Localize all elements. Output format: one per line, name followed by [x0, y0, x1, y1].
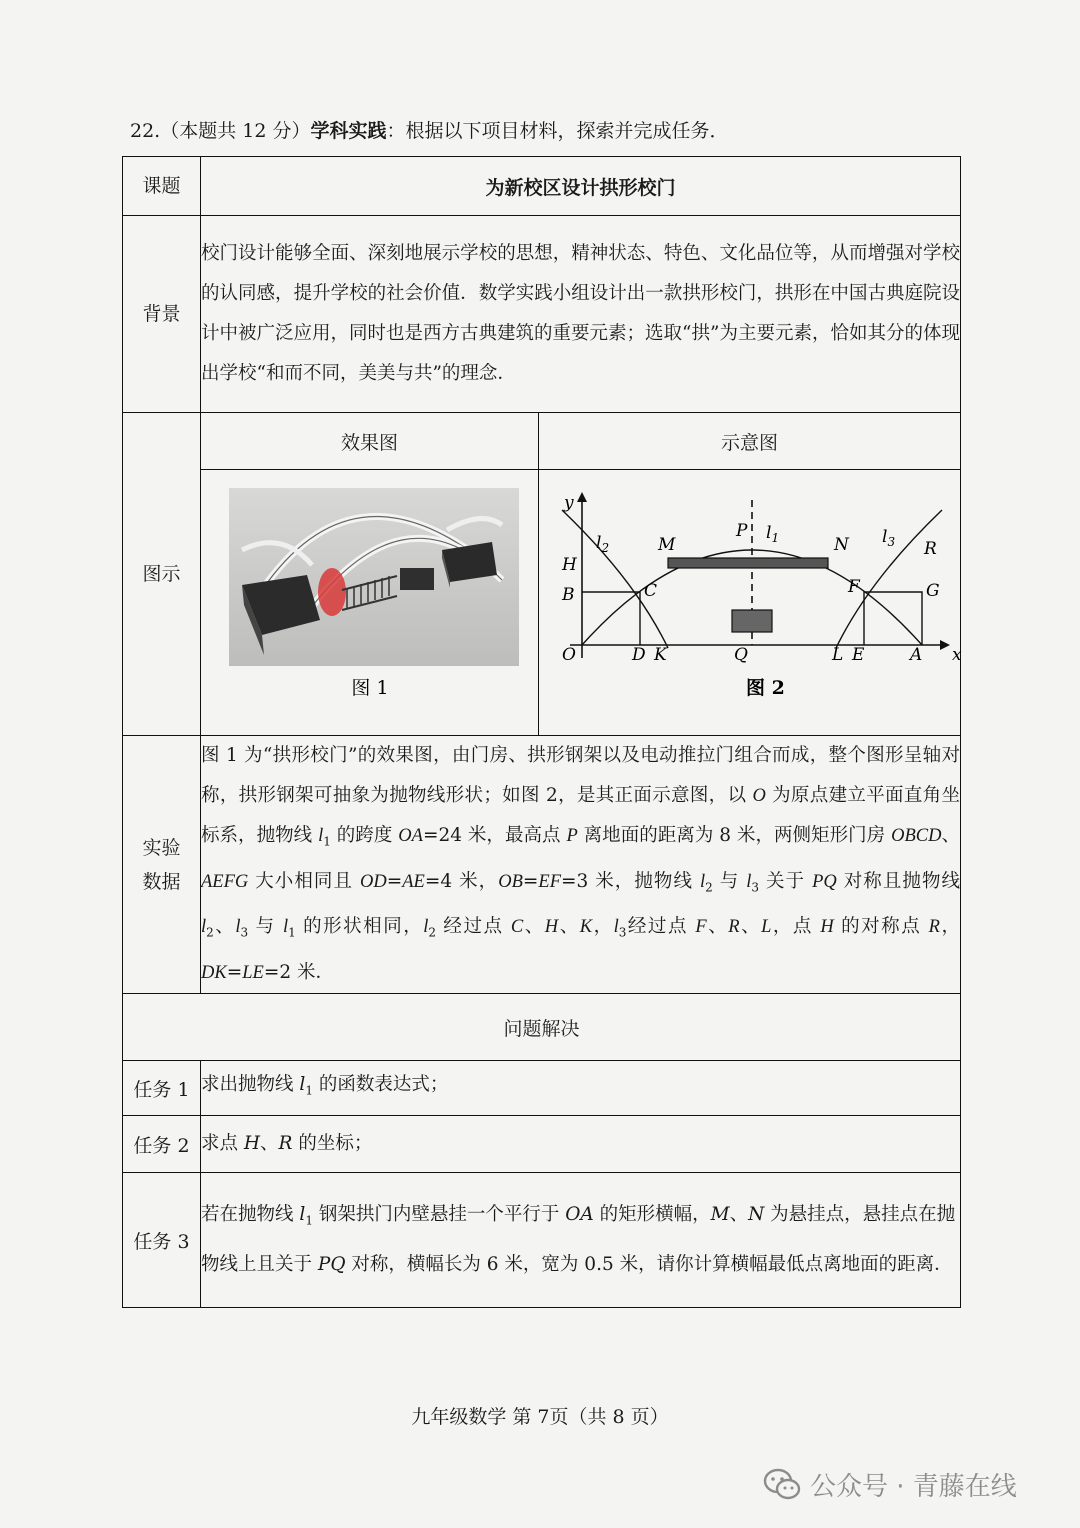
diagram-header: 示意图 — [539, 413, 961, 470]
x-axis-arrow — [940, 640, 950, 650]
text-run: P — [566, 826, 578, 846]
text-run: 为悬挂点，悬挂点在抛物线上且关于 — [201, 1204, 956, 1275]
text-run: 离地面的距离为 8 米，两侧矩形门房 — [577, 825, 892, 846]
label-c: C — [643, 581, 657, 601]
background-label: 背景 — [123, 216, 201, 413]
label-k: K — [653, 645, 667, 665]
text-run: 、 — [706, 916, 729, 938]
label-e: E — [851, 645, 864, 665]
text-run: l — [423, 917, 429, 938]
label-q: Q — [733, 645, 748, 665]
text-run: l — [282, 917, 289, 938]
text-run: 的矩形横幅， — [593, 1204, 711, 1226]
text-run: 的坐标； — [292, 1133, 373, 1155]
task-1-label: 任务 1 — [123, 1061, 201, 1116]
label-y: y — [563, 493, 574, 513]
gate-box — [732, 610, 772, 632]
text-run: l — [318, 826, 324, 846]
text-run: 、 — [941, 825, 960, 846]
text-run: C — [510, 917, 524, 938]
text-run: 图 1 为“拱形校门”的效果图，由门房、拱形钢架以及电动推拉门组合而成，整个图形呈轴对称，拱形钢架可抽象为抛物线形状；如图 2，是其正面示意图，以 — [201, 745, 961, 806]
question-subject: 学科实践 — [310, 120, 387, 142]
text-run: 2 — [705, 880, 713, 895]
watermark-text: 公众号 · 青藤在线 — [810, 1471, 1017, 1502]
task-2-text — [201, 1116, 961, 1173]
label-l: L — [831, 645, 843, 665]
text-run: DK — [201, 963, 227, 984]
text-run: = — [386, 870, 403, 892]
text-run: OA — [565, 1204, 594, 1226]
banner — [668, 558, 828, 568]
text-run: PQ — [812, 871, 837, 892]
data-label-line-1: 实验 — [142, 836, 181, 859]
question-score: （本题共 12 分） — [160, 120, 311, 142]
text-run: 1 — [323, 834, 331, 849]
text-run: 大小相同且 — [248, 870, 360, 892]
label-n: N — [833, 535, 849, 555]
text-run: 、 — [739, 916, 762, 938]
text-run: 与 — [712, 870, 747, 892]
label-p: P — [735, 521, 747, 541]
text-run: ，点 — [771, 916, 821, 938]
text-run: l — [299, 1074, 306, 1096]
text-run: OA — [398, 826, 423, 846]
text-run: 的函数表达式； — [312, 1074, 449, 1096]
gatehouse-aefg — [864, 592, 922, 645]
project-table — [122, 156, 961, 1308]
text-run: 求出抛物线 — [201, 1074, 300, 1096]
solve-header: 问题解决 — [123, 994, 961, 1061]
label-f: F — [847, 577, 860, 597]
figure-label: 图示 — [123, 413, 201, 736]
text-run: l — [700, 871, 706, 892]
text-run: l — [613, 917, 619, 938]
text-run: 3 — [618, 926, 627, 941]
arch-gate-photo — [202, 470, 538, 730]
text-run: LE — [242, 963, 264, 984]
text-run: 的形状相同， — [295, 916, 424, 938]
text-run: EF — [538, 871, 562, 892]
task-3-text — [201, 1173, 961, 1308]
task-1-text — [201, 1061, 961, 1116]
watermark — [762, 1462, 1017, 1506]
data-label — [123, 736, 201, 994]
question-number: 22. — [130, 120, 161, 142]
text-run: H — [243, 1133, 261, 1155]
text-run: l — [746, 871, 752, 892]
question-intro: ：根据以下项目材料，探索并完成任务． — [386, 120, 729, 142]
text-run: 经过点 — [626, 916, 696, 938]
text-run: 2 — [206, 926, 214, 941]
figure-1-caption: 图 1 — [350, 677, 389, 699]
text-run: OB — [498, 871, 523, 892]
label-r: R — [923, 539, 937, 559]
text-run: = — [522, 870, 539, 892]
text-run: OBCD — [891, 826, 942, 846]
text-run: 3 — [240, 926, 249, 941]
label-l3: $l_3$ — [881, 527, 895, 549]
text-run: M — [710, 1204, 730, 1226]
text-run: 为原点建立平面直角坐标系，抛物线 — [201, 785, 961, 846]
y-axis-arrow — [577, 492, 587, 502]
text-run: R — [728, 917, 740, 938]
text-run: =24 米，最高点 — [422, 825, 567, 846]
text-run: 的跨度 — [330, 825, 399, 846]
text-run: K — [579, 917, 593, 938]
background-text: 校门设计能够全面、深刻地展示学校的思想，精神状态、特色、文化品位等，从而增强对学校的认同感，提升学校的社会价值．数学实践小组设计出一款拱形校门，拱形在中国古典庭院设计中被广泛应用，同时也是西方古典建筑的重要元素；选取“拱”为主要元素，恰如其分的体现出学校“和而不同，美美与共”的理念． — [201, 216, 961, 413]
text-run: 若在抛物线 — [201, 1204, 300, 1226]
gatehouse-obcd — [582, 592, 640, 645]
effect-header: 效果图 — [201, 413, 539, 470]
text-run: 关于 — [759, 870, 813, 892]
text-run: 1 — [288, 926, 296, 941]
text-run: = — [226, 962, 243, 984]
text-run: H — [820, 917, 834, 938]
text-run: 、 — [558, 916, 580, 938]
text-run: 1 — [305, 1213, 313, 1228]
text-run: 1 — [305, 1083, 313, 1098]
text-run: OD — [360, 871, 387, 892]
text-run: N — [748, 1204, 765, 1226]
label-b: B — [561, 585, 574, 605]
text-run: =4 米， — [424, 870, 499, 892]
text-run: 、 — [260, 1133, 279, 1155]
text-run: 钢架拱门内壁悬挂一个平行于 — [312, 1204, 566, 1226]
task-3-label: 任务 3 — [123, 1173, 201, 1308]
text-run: l — [299, 1204, 306, 1226]
text-run: H — [544, 917, 559, 938]
figure-1-cell — [201, 470, 539, 736]
label-l1: $l_1$ — [765, 523, 779, 545]
text-run: =3 米，抛物线 — [561, 870, 701, 892]
label-a: A — [909, 645, 922, 665]
figure-2-caption: 图 2 — [745, 677, 785, 699]
experiment-data-text — [201, 736, 961, 994]
wechat-icon — [762, 1464, 802, 1504]
text-run: 求点 — [201, 1133, 244, 1155]
figure-2-cell — [539, 470, 961, 736]
text-run: =2 米． — [263, 962, 334, 984]
task-2-label: 任务 2 — [123, 1116, 201, 1173]
label-l2: $l_2$ — [595, 533, 609, 555]
text-run: 对称且抛物线 — [836, 870, 961, 892]
label-d: D — [631, 645, 646, 665]
label-x: x — [951, 645, 962, 665]
text-run: R — [278, 1133, 293, 1155]
text-run: 、 — [213, 916, 236, 938]
data-label-line-2: 数据 — [142, 870, 181, 893]
text-run: 经过点 — [436, 916, 511, 938]
parabola-diagram — [540, 470, 960, 730]
text-run: 与 — [248, 916, 283, 938]
label-h: H — [561, 555, 577, 575]
text-run: AEFG — [201, 871, 249, 892]
label-o: O — [561, 645, 576, 665]
text-run: PQ — [317, 1253, 346, 1275]
text-run: 的对称点 — [833, 916, 929, 938]
text-run: 、 — [729, 1204, 749, 1226]
label-g: G — [925, 581, 940, 601]
text-run: O — [752, 786, 766, 806]
text-run: 2 — [428, 926, 437, 941]
topic-title: 为新校区设计拱形校门 — [201, 157, 961, 216]
parabola-l2 — [562, 510, 668, 648]
text-run: l — [201, 917, 207, 938]
text-run: F — [695, 917, 707, 938]
question-header — [130, 116, 970, 146]
topic-label: 课题 — [123, 157, 201, 216]
text-run: l — [235, 917, 241, 938]
text-run: R — [928, 917, 940, 938]
text-run: 3 — [751, 880, 760, 895]
text-run: ， — [939, 916, 960, 938]
text-run: 对称，横幅长为 6 米，宽为 0.5 米，请你计算横幅最低点离地面的距离． — [345, 1253, 953, 1275]
text-run: L — [761, 917, 772, 938]
label-m: M — [657, 535, 675, 555]
text-run: AE — [402, 871, 425, 892]
text-run: ， — [592, 916, 614, 938]
text-run: 、 — [523, 916, 545, 938]
page-footer: 九年级数学 第 7页（共 8 页） — [411, 1406, 669, 1428]
